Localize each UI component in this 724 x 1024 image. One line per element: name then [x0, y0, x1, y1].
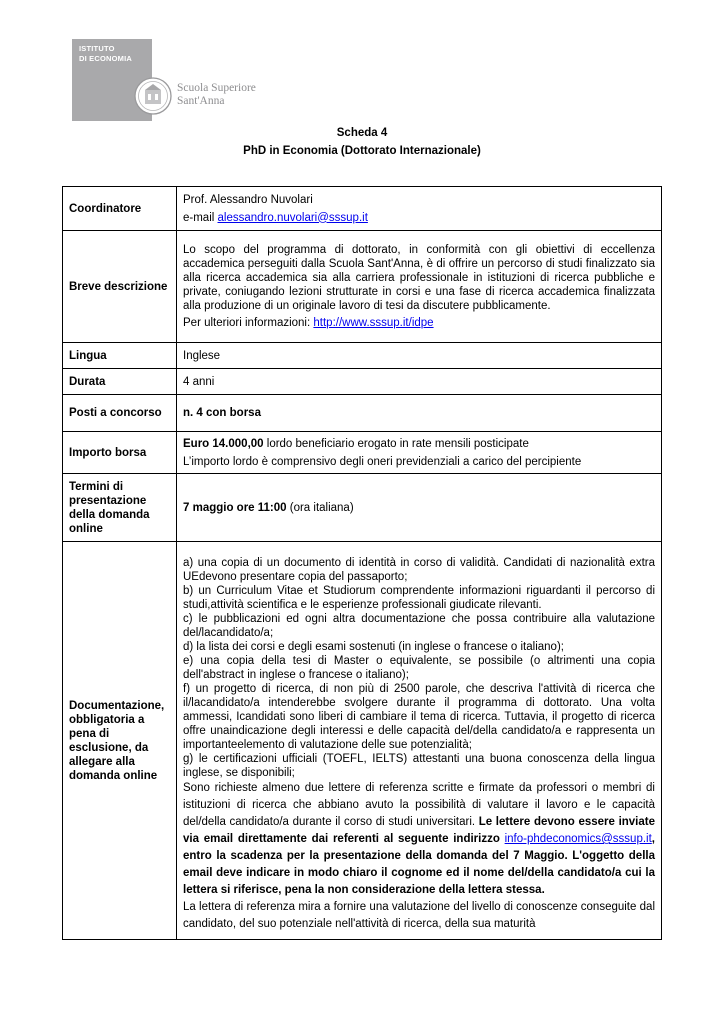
- value-termini: [177, 474, 662, 542]
- page-title: Scheda 4: [336, 127, 388, 139]
- value-lingua: Inglese: [177, 343, 662, 369]
- school-name-line-1: Scuola Superiore: [177, 82, 256, 94]
- row-coordinatore: [63, 187, 662, 231]
- borsa-amount-detail: lordo beneficiario erogato in rate mensili posticipate: [263, 437, 529, 450]
- logo-text: [79, 44, 132, 64]
- value-documentazione: [177, 542, 662, 940]
- more-info-line: [183, 316, 655, 330]
- reference-purpose: La lettera di referenza mira a fornire una valutazione del livello di conoscenze conseguite dal candidato, del suo potenziale nell'attività di ricerca, della sua maturità: [183, 901, 655, 930]
- logo-line-2: DI ECONOMIA: [79, 54, 133, 63]
- label-coordinatore: Coordinatore: [63, 187, 177, 231]
- label-documentazione: Documentazione, obbligatoria a pena di esclusione, da allegare alla domanda online: [63, 542, 177, 940]
- value-posti: n. 4 con borsa: [177, 395, 662, 432]
- doc-item-b: b) un Curriculum Vitae et Studiorum comprendente informazioni riguardanti il percorso di studi,attività scientifica e le esperienze professionali giudicate rilevanti.: [183, 585, 655, 611]
- row-posti: [63, 395, 662, 432]
- row-lingua: [63, 343, 662, 369]
- reference-letters: [183, 780, 655, 899]
- more-info-link[interactable]: http://www.sssup.it/idpe: [313, 317, 434, 329]
- reference-instructions: Le lettere devono essere inviate via email direttamente dai referenti al seguente indirizzo: [183, 816, 655, 845]
- doc-item-f: f) un progetto di ricerca, di non più di 2500 parole, che descriva l'attività di ricerca che il/lacandidato/a intenderebbe svolgere durante il programma di dottorato. Una volta ammessi, Icandidati sono liberi di cambiare il tema di ricerca. Tuttavia, il progetto di ricerca offre unaindicazione degli interessi e delle capacità del/della candidato/a e rappresenta un importanteelemento di valutazione delle sue potenzialità;: [183, 683, 655, 751]
- deadline-timezone: (ora italiana): [286, 501, 354, 514]
- school-name-line-2: Sant'Anna: [177, 95, 225, 107]
- value-coordinatore: [177, 187, 662, 231]
- description-text: Lo scopo del programma di dottorato, in conformità con gli obiettivi di eccellenza accademica perseguiti dalla Scuola Sant'Anna, è di offrire un percorso di studi finalizzato sia alla ricerca accademica sia alla carriera professionale in istituzioni di ricerca pubbliche e private, coniugando lezioni strutturate in corsi e una fase di ricerca accademica finalizzata alla produzione di un originale lavoro di tesi da discutere pubblicamente.: [183, 244, 655, 312]
- value-borsa: [177, 432, 662, 474]
- doc-item-d: d) la lista dei corsi e degli esami sostenuti (in inglese o francese o italiano);: [183, 641, 564, 653]
- label-descrizione: Breve descrizione: [63, 231, 177, 343]
- reference-intro: Sono richieste almeno due lettere di referenza scritte e firmate da professori o membri di istituzioni di ricerca che abbiano avuto la possibilità di valutare il lavoro e le capacità del/della candidato/a durante il corso di studi universitari.: [183, 782, 655, 828]
- row-descrizione: [63, 231, 662, 343]
- borsa-amount: Euro 14.000,00: [183, 437, 264, 450]
- label-lingua: Lingua: [63, 343, 177, 369]
- deadline-date: 7 maggio ore 11:00: [183, 501, 287, 514]
- row-documentazione: [63, 542, 662, 940]
- email-prefix: e-mail: [183, 211, 218, 224]
- value-durata: 4 anni: [177, 369, 662, 395]
- doc-item-a: a) una copia di un documento di identità in corso di validità. Candidati di nazionalità extra UEdevono presentare copia del passaporto;: [183, 557, 655, 583]
- reference-deadline: , entro la scadenza per la presentazione della domanda del 7 Maggio. L'oggetto della email deve indicare in modo chiaro il cognome ed il nome del/della candidato/a cui la lettera si riferisce, pena la non considerazione della lettera stessa.: [183, 833, 655, 896]
- label-posti: Posti a concorso: [63, 395, 177, 432]
- reference-email-link[interactable]: info-phdeconomics@sssup.it: [504, 833, 652, 845]
- borsa-note: L’importo lordo è comprensivo degli oneri previdenziali a carico del percipiente: [183, 455, 582, 468]
- doc-item-c: c) le pubblicazioni ed ogni altra documentazione che possa contribuire alla valutazione del/lacandidato/a;: [183, 613, 655, 639]
- label-termini: Termini di presentazione della domanda online: [63, 474, 177, 542]
- value-descrizione: [177, 231, 662, 343]
- borsa-amount-line: [183, 435, 655, 453]
- coordinator-email-link[interactable]: alessandro.nuvolari@sssup.it: [217, 211, 368, 224]
- label-durata: Durata: [63, 369, 177, 395]
- coordinator-name: Prof. Alessandro Nuvolari: [183, 193, 313, 206]
- page-subtitle: PhD in Economia (Dottorato Internazionale): [243, 145, 481, 157]
- doc-item-g: g) le certificazioni ufficiali (TOEFL, IELTS) attestanti una buona conoscenza della lingua inglese, se disponibili;: [183, 753, 655, 779]
- more-info-prefix: Per ulteriori informazioni:: [183, 317, 314, 329]
- doc-item-e: e) una copia della tesi di Master o equivalente, se possibile (o altrimenti una copia dell'abstract in inglese o francese o italiano);: [183, 655, 655, 681]
- school-name: [177, 82, 256, 108]
- label-borsa: Importo borsa: [63, 432, 177, 474]
- coordinator-email-line: [183, 209, 655, 227]
- row-borsa: [63, 432, 662, 474]
- logo-line-1: ISTITUTO: [79, 44, 115, 53]
- phd-info-table: [62, 186, 662, 940]
- row-termini: [63, 474, 662, 542]
- row-durata: [63, 369, 662, 395]
- school-seal-icon: [133, 76, 173, 116]
